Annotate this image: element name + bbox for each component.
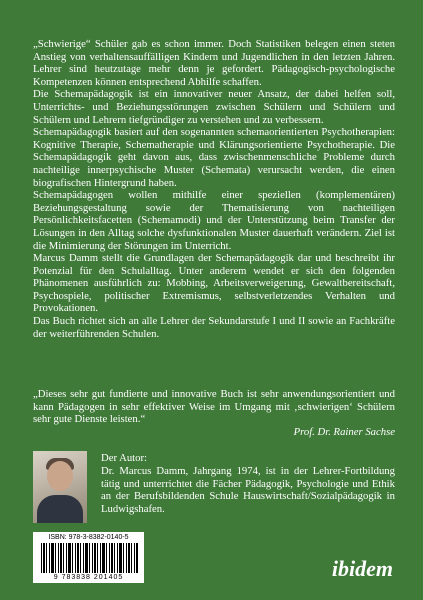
isbn-label: ISBN: 978-3-8382-0140-5 xyxy=(48,534,129,541)
quote-text: „Dieses sehr gut fundierte und innovative Buch ist sehr anwendungsorientiert und kann Pädagogen in sehr effektiver Weise im Umgang mit ‚schwierigen‘ Schülern sehr gute Dienste leisten.“ xyxy=(33,388,395,426)
blurb-paragraph: Das Buch richtet sich an alle Lehrer der Sekundarstufe I und II sowie an Fachkräfte der weiterführenden Schulen. xyxy=(33,315,395,340)
endorsement-quote xyxy=(33,388,395,438)
author-photo xyxy=(33,451,87,523)
author-heading: Der Autor: xyxy=(101,452,148,464)
author-face xyxy=(47,461,73,491)
author-bio: Dr. Marcus Damm, Jahrgang 1974, ist in der Lehrer-Fortbildung tätig und unterrichtet die Fächer Pädagogik, Psychologie und Ethik an der Berufsbildenden Schule Hauswirtschaft/Sozialpädagogik in Ludwigshafen. xyxy=(101,465,395,515)
blurb-paragraph: Die Schemapädagogik ist ein innovativer neuer Ansatz, der dabei helfen soll, Unterrichts- und Beziehungsstörungen zwischen Schülern und Schülern und Schülern und Lehrern tiefgründiger zu verstehen und zu verbessern. xyxy=(33,88,395,126)
barcode-bars xyxy=(41,543,138,573)
blurb-paragraph: Marcus Damm stellt die Grundlagen der Schemapädagogik dar und beschreibt ihr Potenzial für den Schulalltag. Unter anderem wendet er sich den folgenden Phänomenen ausführlich zu: Mobbing, Arbeitsverweigerung, Gewaltbereitschaft, Psychospiele, politischer Extremismus, selbstverletzendes Verhalten und Provokationen. xyxy=(33,252,395,315)
author-shirt xyxy=(37,495,83,523)
quote-attribution: Prof. Dr. Rainer Sachse xyxy=(293,425,395,438)
back-cover-blurb xyxy=(33,38,395,340)
isbn-barcode xyxy=(33,532,144,583)
barcode-digits: 9 783838 201405 xyxy=(53,574,124,581)
publisher-logo: ibidem xyxy=(331,556,393,581)
blurb-paragraph: Schemapädagogik basiert auf den sogenannten schemaorientierten Psychotherapien: Kognitive Therapie, Schematherapie und Klärungsorientierte Psychotherapie. Die Schemapädagogik geht davon aus, dass zwischenmenschliche Probleme durch nachteilige innerpsychische Muster (Schemata) verursacht werden, die einen biografischen Hintergrund haben. xyxy=(33,126,395,189)
blurb-paragraph: Schemapädagogen wollen mithilfe einer speziellen (komplementären) Beziehungsgestaltung sowie der Thematisierung von nachteiligen Persönlichkeitsfacetten (Schemamodi) und der Unterstützung beim Transfer der Lösungen in den Alltag solche dysfunktionalen Muster dauerhaft verändern. Ziel ist die Minimierung der Störungen im Unterricht. xyxy=(33,189,395,252)
blurb-paragraph: „Schwierige“ Schüler gab es schon immer. Doch Statistiken belegen einen steten Anstieg von verhaltensauffälligen Kindern und Jugendlichen in den letzten Jahren. Lehrer sind heutzutage mehr denn je gefordert. Pädagogisch-psychologische Kompetenzen können entsprechend Abhilfe schaffen. xyxy=(33,38,395,88)
